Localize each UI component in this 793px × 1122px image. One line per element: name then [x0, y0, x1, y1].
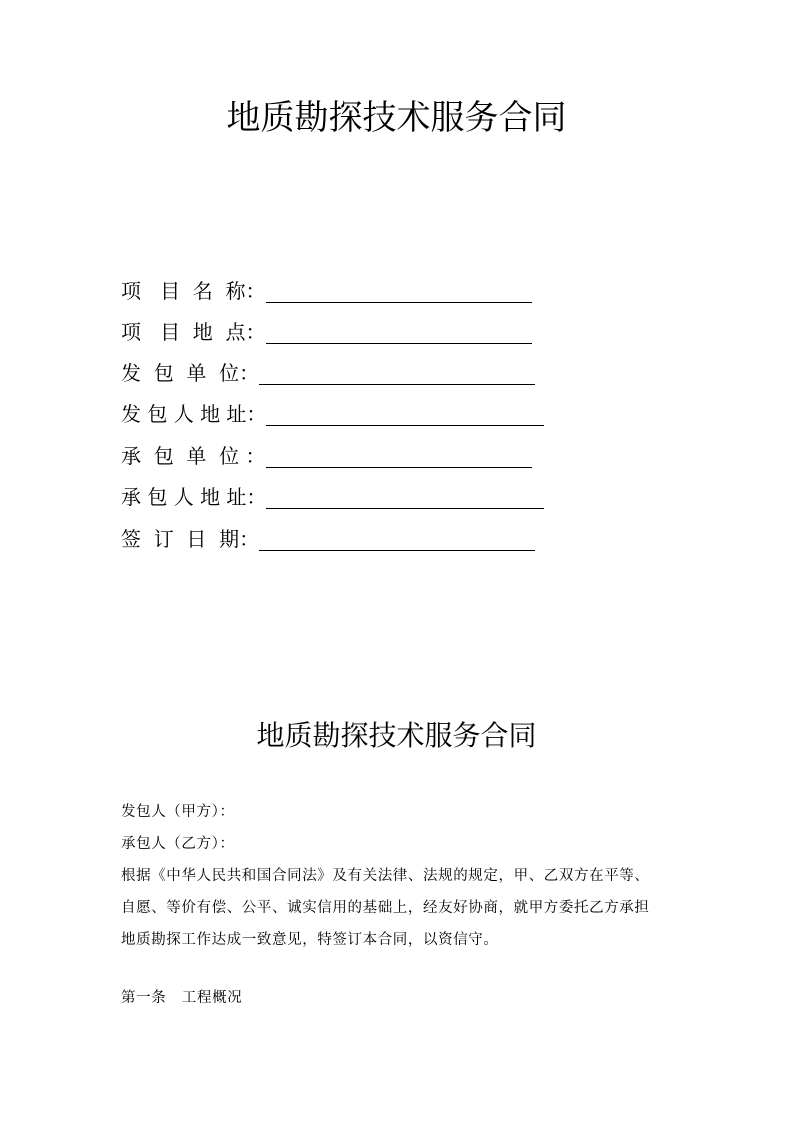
- field-label: 发 包 人 地 址：: [121, 402, 267, 426]
- contract-title: 地质勘探技术服务合同: [256, 719, 537, 752]
- party-a-line: 发包人（甲方）：: [121, 804, 235, 820]
- field-label: 承 包 单 位 ：: [121, 444, 266, 468]
- field-label: 签 订 日 期：: [121, 527, 260, 551]
- blank-line: [266, 280, 532, 303]
- field-client-unit: [121, 358, 535, 388]
- field-project-name: [121, 276, 532, 306]
- blank-line: [266, 486, 544, 509]
- section-heading: 第一条 工程概况: [121, 990, 243, 1006]
- blank-line: [266, 403, 544, 426]
- field-project-location: [121, 317, 532, 347]
- blank-line: [259, 362, 535, 385]
- field-label: 承 包 人 地 址：: [121, 485, 267, 509]
- field-sign-date: [121, 524, 535, 554]
- field-contractor-unit: [121, 441, 532, 471]
- party-b-line: 承包人（乙方）：: [121, 836, 235, 852]
- field-label: 发 包 单 位：: [121, 361, 260, 385]
- blank-line: [266, 321, 532, 344]
- preamble-line: 根据《中华人民共和国合同法》及有关法律、法规的规定，甲、乙双方在平等、: [121, 868, 650, 884]
- preamble-line: 自愿、等价有偿、公平、诚实信用的基础上，经友好协商，就甲方委托乙方承担: [121, 900, 650, 916]
- cover-title: 地质勘探技术服务合同: [226, 98, 567, 138]
- blank-line: [266, 445, 532, 468]
- preamble-line: 地质勘探工作达成一致意见，特签订本合同，以资信守。: [121, 932, 499, 948]
- field-label: 项 目 名 称：: [121, 279, 266, 303]
- field-contractor-address: [121, 482, 544, 512]
- field-client-address: [121, 399, 544, 429]
- blank-line: [259, 528, 535, 551]
- field-label: 项 目 地 点：: [121, 320, 266, 344]
